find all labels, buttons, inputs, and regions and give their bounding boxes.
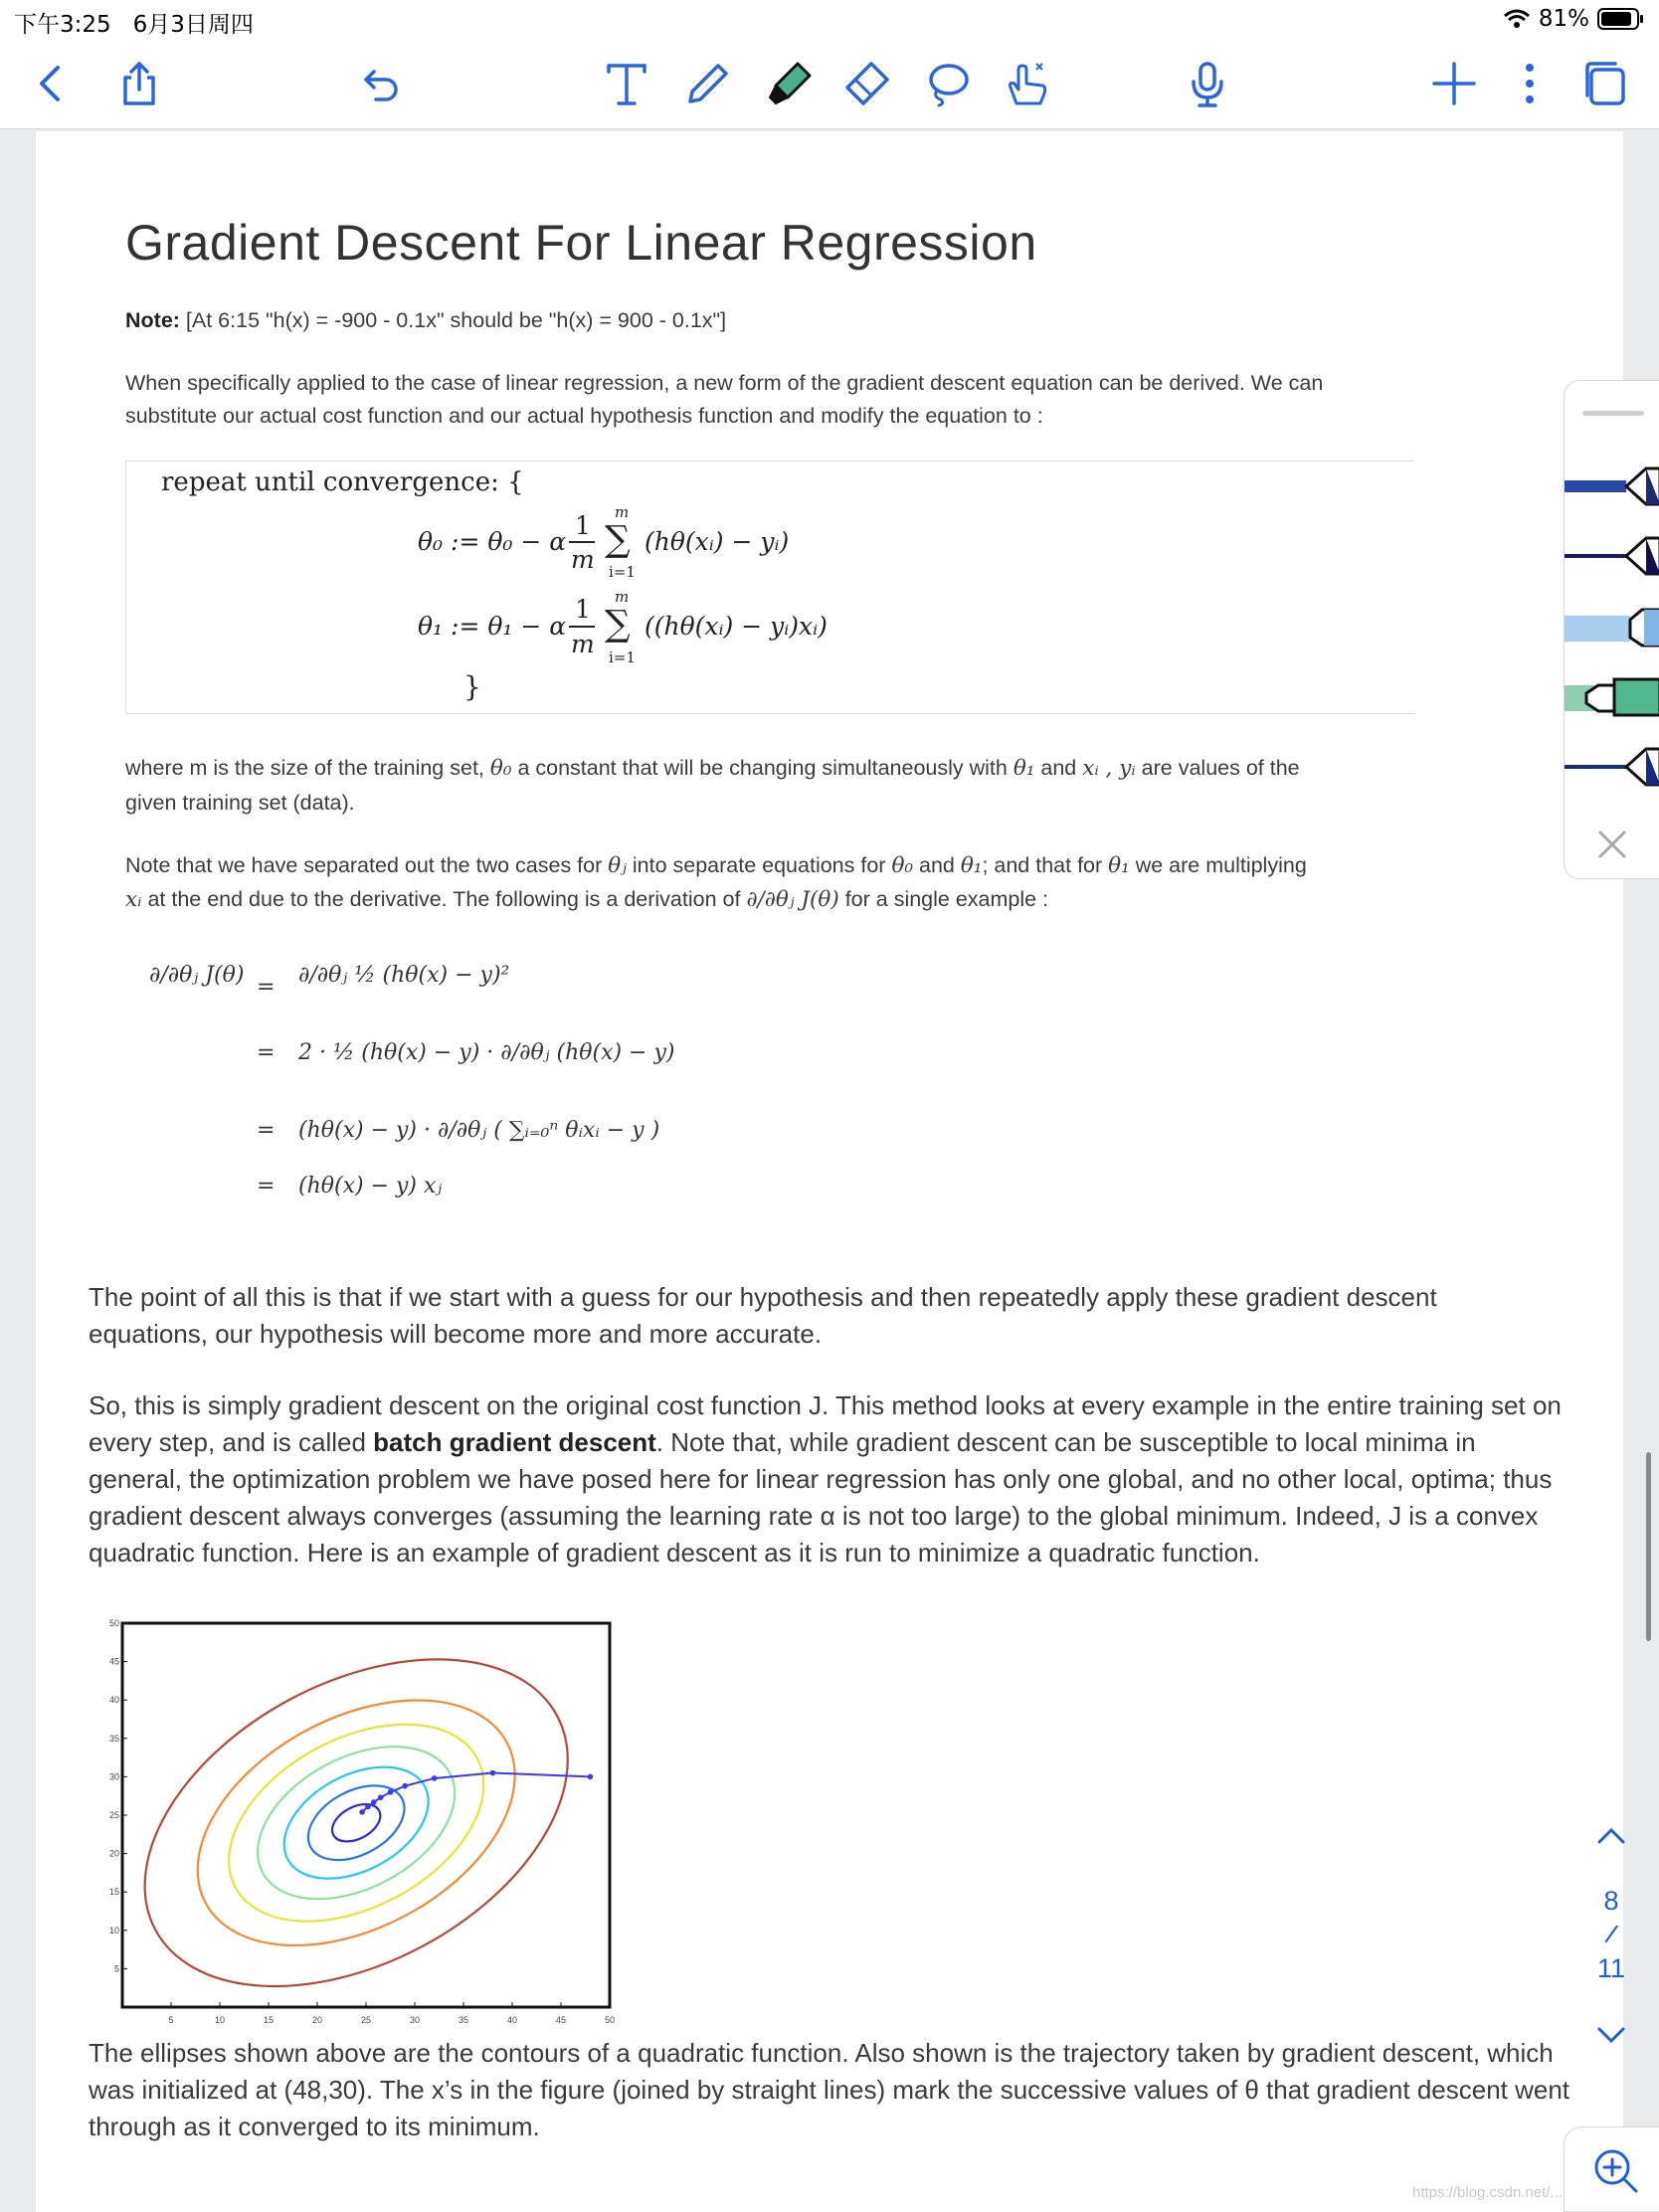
highlighter-tip-icon bbox=[1565, 671, 1659, 723]
trajectory-point bbox=[365, 1804, 371, 1810]
highlighter-preset-lightblue[interactable] bbox=[1565, 602, 1659, 653]
zoom-in-icon bbox=[1590, 2145, 1640, 2195]
theta0-frac-num: 1 bbox=[575, 511, 591, 540]
intro-line-1: When specifically applied to the case of linear regression, a new form of the gradient descent equation can be derived. We can bbox=[125, 371, 1324, 395]
sep-text-g: ; and that for bbox=[982, 853, 1103, 877]
theta1-sum-bottom: i=1 bbox=[609, 648, 636, 666]
theta0-frac-bar bbox=[569, 541, 595, 543]
contour-line bbox=[232, 1716, 480, 1931]
battery-icon bbox=[1597, 7, 1645, 31]
pen-tip-icon bbox=[1565, 461, 1659, 512]
ellipse-line-2: was initialized at (48,30). The x’s in the figure (joined by straight lines) mark the successive values of θ that gradient descent went bbox=[89, 2075, 1570, 2105]
y-tick-label: 10 bbox=[108, 1925, 119, 1936]
page-title: Gradient Descent For Linear Regression bbox=[125, 215, 1037, 271]
contour-line-outer bbox=[104, 1611, 622, 2029]
trajectory-point bbox=[588, 1774, 594, 1780]
theta1-frac-den: m bbox=[571, 630, 595, 658]
theta0-sum-body: (hθ(xᵢ) − yᵢ) bbox=[645, 527, 790, 556]
trajectory-point bbox=[359, 1809, 365, 1815]
sep-text-2d: for a single example : bbox=[844, 887, 1049, 911]
batch-text-a: every step, and is called bbox=[89, 1427, 366, 1457]
pages-button[interactable] bbox=[1573, 52, 1637, 115]
y-tick-label: 5 bbox=[113, 1963, 119, 1974]
status-indicators bbox=[1503, 6, 1645, 32]
highlighter-tool-button[interactable] bbox=[758, 52, 822, 115]
total-pages: 11 bbox=[1596, 1953, 1626, 1983]
trajectory-point bbox=[378, 1794, 384, 1800]
theta1-frac-num: 1 bbox=[575, 595, 591, 624]
where-text-e: and bbox=[1040, 756, 1077, 780]
batch-line-3: general, the optimization problem we have posed here for linear regression has only one global, and no other local, optima; thus bbox=[89, 1464, 1553, 1494]
theta0-sum-bottom: i=1 bbox=[609, 563, 636, 581]
chevron-down-icon bbox=[1591, 2015, 1631, 2055]
text-tool-button[interactable] bbox=[595, 52, 658, 115]
trajectory-point bbox=[402, 1783, 408, 1789]
sep-text-c: into separate equations for bbox=[632, 853, 886, 877]
undo-icon bbox=[358, 60, 406, 107]
microphone-button[interactable] bbox=[1176, 52, 1239, 115]
back-button[interactable] bbox=[20, 52, 84, 115]
sep-theta1-b: θ₁ bbox=[1108, 853, 1130, 878]
close-icon bbox=[1594, 827, 1630, 862]
plot-frame bbox=[122, 1623, 610, 2007]
y-tick-label: 25 bbox=[108, 1810, 119, 1820]
more-vertical-icon bbox=[1506, 60, 1554, 107]
pen-preset-darkblue[interactable] bbox=[1565, 741, 1659, 793]
contour-line bbox=[295, 1770, 417, 1875]
batch-line-1: So, this is simply gradient descent on the original cost function J. This method looks at every example in the entire training set on bbox=[89, 1390, 1562, 1420]
sep-theta-j: θⱼ bbox=[608, 853, 627, 878]
sep-text-i: we are multiplying bbox=[1135, 853, 1307, 877]
note-paragraph bbox=[125, 304, 726, 337]
derivation-eq-2: = bbox=[257, 1040, 276, 1065]
trajectory-point bbox=[388, 1789, 394, 1795]
more-button[interactable] bbox=[1498, 52, 1562, 115]
where-theta0: θ₀ bbox=[489, 756, 512, 781]
current-page: 8 bbox=[1603, 1886, 1619, 1916]
batch-gradient-descent-term: batch gradient descent bbox=[373, 1427, 656, 1457]
derivation-line-4: (hθ(x) − y) xⱼ bbox=[298, 1174, 443, 1198]
microphone-icon bbox=[1184, 60, 1231, 107]
status-time bbox=[14, 6, 254, 39]
x-tick-label: 40 bbox=[506, 2015, 518, 2025]
lasso-icon bbox=[923, 60, 971, 107]
x-tick-label: 5 bbox=[168, 2015, 174, 2025]
theta0-sum-top: m bbox=[615, 503, 630, 521]
text-icon bbox=[603, 60, 650, 107]
pen-tip-icon bbox=[1565, 530, 1659, 582]
where-text-g: are values of the bbox=[1141, 756, 1300, 780]
battery-percent: 81% bbox=[1538, 6, 1589, 32]
status-clock: 下午3:25 bbox=[14, 12, 111, 38]
repeat-close-brace: } bbox=[463, 670, 481, 703]
derivation-line-2: 2 · ½ (hθ(x) − y) · ∂/∂θⱼ (hθ(x) − y) bbox=[298, 1040, 675, 1065]
wifi-icon bbox=[1503, 9, 1531, 29]
contour-line bbox=[266, 1745, 448, 1902]
pen-preset-navy[interactable] bbox=[1565, 530, 1659, 582]
page-indicator bbox=[1589, 1884, 1633, 1985]
y-tick-label: 45 bbox=[108, 1656, 119, 1667]
y-tick-label: 20 bbox=[108, 1848, 119, 1859]
theta1-sigma: ∑ bbox=[605, 604, 631, 645]
y-tick-label: 15 bbox=[108, 1887, 119, 1898]
ellipse-line-1: The ellipses shown above are the contours of a quadratic function. Also shown is the trajectory taken by gradient descent, which bbox=[89, 2038, 1554, 2068]
derivation-line-3: (hθ(x) − y) · ∂/∂θⱼ ( ∑ᵢ₌₀ⁿ θᵢxᵢ − y ) bbox=[298, 1118, 660, 1143]
x-tick-label: 45 bbox=[555, 2015, 567, 2025]
x-tick-label: 25 bbox=[360, 2015, 372, 2025]
close-panel-button[interactable] bbox=[1594, 827, 1630, 862]
sep-text-a: Note that we have separated out the two cases for bbox=[125, 853, 603, 877]
trajectory-point bbox=[371, 1799, 377, 1805]
derivation-line-1: ∂/∂θⱼ ½ (hθ(x) − y)² bbox=[298, 963, 510, 988]
where-theta1: θ₁ bbox=[1013, 756, 1035, 781]
sep-text-e: and bbox=[919, 853, 955, 877]
where-text-c: a constant that will be changing simultaneously with bbox=[517, 756, 1008, 780]
highlighter-icon bbox=[766, 60, 814, 107]
contour-line bbox=[196, 1684, 517, 1961]
batch-line-4: gradient descent always converges (assuming the learning rate α is not too large) to the global minimum. Indeed, J is a convex bbox=[89, 1501, 1539, 1531]
scroll-indicator[interactable] bbox=[1646, 1452, 1651, 1641]
next-page-button[interactable] bbox=[1591, 2015, 1631, 2055]
pages-icon bbox=[1581, 60, 1629, 107]
repeat-label: repeat until convergence: { bbox=[161, 467, 524, 497]
sep-text-2b: at the end due to the derivative. The following is a derivation of bbox=[147, 887, 741, 911]
pen-tool-button[interactable] bbox=[676, 52, 740, 115]
eraser-icon bbox=[843, 60, 891, 107]
sep-partial-j: ∂/∂θⱼ J(θ) bbox=[746, 887, 839, 912]
point-line-1: The point of all this is that if we start with a guess for our hypothesis and then repeatedly apply these gradient descent bbox=[89, 1282, 1437, 1312]
share-button[interactable] bbox=[107, 52, 171, 115]
undo-button[interactable] bbox=[350, 52, 414, 115]
x-tick-label: 50 bbox=[604, 2015, 616, 2025]
sep-theta0: θ₀ bbox=[891, 853, 914, 878]
chevron-left-icon bbox=[28, 60, 76, 107]
pen-icon bbox=[684, 60, 732, 107]
batch-line-5: quadratic function. Here is an example of gradient descent as it is run to minimize a quadratic function. bbox=[89, 1538, 1260, 1567]
theta0-frac-den: m bbox=[571, 545, 595, 574]
theta1-sum-top: m bbox=[615, 588, 630, 606]
derivation-eq-3: = bbox=[257, 1118, 276, 1143]
eraser-tool-button[interactable] bbox=[835, 52, 899, 115]
theta0-sigma: ∑ bbox=[605, 519, 631, 560]
x-tick-label: 35 bbox=[458, 2015, 469, 2025]
x-tick-label: 15 bbox=[263, 2015, 275, 2025]
note-label: Note: bbox=[125, 308, 180, 332]
sep-theta1: θ₁ bbox=[960, 853, 983, 878]
derivation-eq-4: = bbox=[257, 1174, 276, 1198]
batch-line-2 bbox=[89, 1424, 1600, 1461]
page-separator: / bbox=[1602, 1919, 1620, 1950]
where-line-2: given training set (data). bbox=[125, 791, 355, 815]
status-date: 6月3日周四 bbox=[132, 12, 254, 38]
sep-x-i: xᵢ bbox=[125, 887, 142, 912]
derivation-lhs: ∂/∂θⱼ J(θ) bbox=[149, 963, 245, 988]
highlighter-preset-green[interactable] bbox=[1565, 671, 1659, 723]
gesture-tool-button[interactable] bbox=[995, 52, 1058, 115]
y-tick-label: 50 bbox=[108, 1618, 119, 1628]
hand-pointer-icon bbox=[1003, 60, 1050, 107]
y-tick-label: 40 bbox=[108, 1695, 119, 1706]
batch-text-c: . Note that, while gradient descent can be susceptible to local minima in bbox=[655, 1427, 1476, 1457]
theta1-lhs: θ₁ := θ₁ − α bbox=[418, 612, 567, 641]
ellipse-line-3: through as it converged to its minimum. bbox=[89, 2112, 540, 2141]
x-tick-label: 10 bbox=[214, 2015, 226, 2025]
pen-preset-blue[interactable] bbox=[1565, 461, 1659, 512]
watermark: https://blog.csdn.net/... bbox=[1412, 2184, 1563, 2201]
plus-icon bbox=[1430, 60, 1478, 107]
where-line-1 bbox=[125, 752, 1300, 785]
separate-line-1 bbox=[125, 849, 1307, 882]
y-tick-label: 35 bbox=[108, 1733, 119, 1744]
add-button[interactable] bbox=[1422, 52, 1486, 115]
theta1-frac-bar bbox=[569, 626, 595, 628]
where-text-a: where m is the size of the training set, bbox=[125, 756, 484, 780]
panel-drag-handle[interactable] bbox=[1582, 411, 1644, 416]
status-bar bbox=[0, 0, 1659, 40]
previous-page-button[interactable] bbox=[1591, 1816, 1631, 1856]
contour-chart bbox=[104, 1611, 622, 2029]
separate-line-2 bbox=[125, 883, 1048, 916]
chevron-up-icon bbox=[1591, 1816, 1631, 1856]
derivation-eq-1: = bbox=[257, 975, 276, 1000]
where-xy: xᵢ , yᵢ bbox=[1082, 756, 1136, 781]
x-tick-label: 30 bbox=[409, 2015, 421, 2025]
share-icon bbox=[115, 60, 163, 107]
contour-line bbox=[326, 1796, 387, 1849]
theta1-sum-body: ((hθ(xᵢ) − yᵢ)xᵢ) bbox=[645, 612, 828, 641]
x-tick-label: 20 bbox=[311, 2015, 323, 2025]
point-line-2: equations, our hypothesis will become more and more accurate. bbox=[89, 1319, 823, 1349]
trajectory-point bbox=[432, 1775, 438, 1781]
lasso-tool-button[interactable] bbox=[915, 52, 979, 115]
contour-line bbox=[156, 1650, 556, 1996]
pen-tip-icon bbox=[1565, 741, 1659, 793]
highlighter-tip-icon bbox=[1565, 602, 1659, 653]
y-tick-label: 30 bbox=[108, 1771, 119, 1782]
update-rule-box bbox=[125, 461, 1414, 714]
trajectory-point bbox=[490, 1770, 496, 1776]
intro-line-2: substitute our actual cost function and our actual hypothesis function and modify the equation to : bbox=[125, 404, 1043, 428]
pen-favorites-panel bbox=[1564, 380, 1659, 879]
theta0-lhs: θ₀ := θ₀ − α bbox=[418, 527, 567, 556]
toolbar bbox=[0, 40, 1659, 129]
zoom-in-button[interactable] bbox=[1564, 2126, 1659, 2212]
note-text: [At 6:15 "h(x) = -900 - 0.1x" should be "h(x) = 900 - 0.1x"] bbox=[185, 308, 727, 332]
